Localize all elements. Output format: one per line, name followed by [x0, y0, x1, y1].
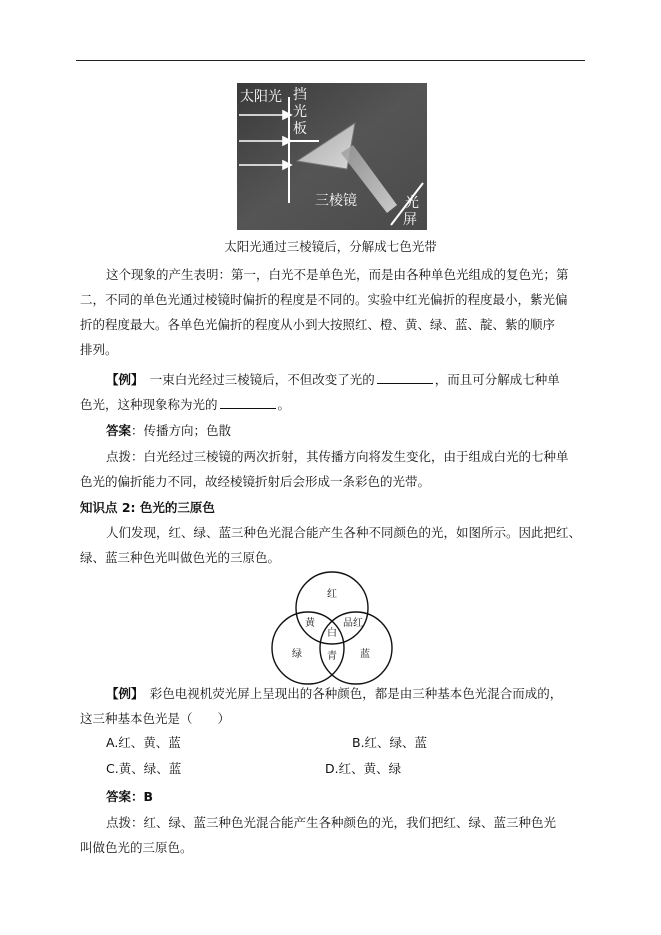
- example2-answer: 答案：B: [106, 789, 154, 804]
- header-rule: [76, 60, 585, 61]
- venn-label-cyan: 青: [327, 651, 337, 662]
- example1-answer: 答案：传播方向；色散: [106, 423, 232, 438]
- answer-blank-1: [377, 371, 433, 384]
- example-tag: 【例】: [106, 372, 138, 387]
- example2-hint-line1: 点拨：红、绿、蓝三种色光混合能产生各种颜色的光，我们把红、绿、蓝三种色光: [106, 815, 557, 830]
- section2-line2: 绿、蓝三种色光叫做色光的三原色。: [80, 550, 281, 565]
- example1-question-line2: 色光，这种现象称为光的 。: [80, 397, 291, 412]
- section2-title: 知识点 2: 色光的三原色: [80, 500, 215, 515]
- example2-question-line1: 【例】 彩色电视机荧光屏上呈现出的各种颜色，都是由三种基本色光混合而成的，: [106, 686, 563, 701]
- para1-line3: 折的程度最大。各单色光偏折的程度从小到大按照红、橙、黄、绿、蓝、靛、紫的顺序: [80, 317, 556, 332]
- screen-label-1: 光: [405, 195, 419, 211]
- screen-label-2: 屏: [403, 212, 417, 228]
- example2-question-line2: 这三种基本色光是（ ）: [80, 711, 231, 726]
- option-b: B.红、绿、蓝: [352, 735, 428, 750]
- color-venn-diagram: [270, 570, 394, 686]
- venn-label-yellow: 黄: [305, 618, 315, 629]
- venn-label-red: 红: [327, 589, 337, 600]
- venn-label-white: 白: [327, 628, 337, 639]
- option-a: A.红、黄、蓝: [106, 735, 181, 750]
- prism-figure: [237, 83, 427, 230]
- option-d: D.红、黄、绿: [325, 761, 402, 776]
- para1-line1: 这个现象的产生表明：第一，白光不是单色光，而是由各种单色光组成的复色光；第: [106, 267, 569, 282]
- answer-blank-2: [220, 396, 276, 409]
- shield-label-3: 板: [293, 121, 307, 137]
- shield-label-2: 光: [293, 104, 307, 120]
- example1-hint-line2: 色光的偏折能力不同，故经棱镜折射后会形成一条彩色的光带。: [80, 474, 431, 489]
- example-tag: 【例】: [106, 686, 138, 701]
- section2-line1: 人们发现，红、绿、蓝三种色光混合能产生各种不同颜色的光，如图所示。因此把红、: [106, 525, 582, 540]
- option-c: C.黄、绿、蓝: [106, 761, 182, 776]
- shield-label-1: 挡: [293, 87, 307, 103]
- para1-line4: 排列。: [80, 342, 118, 357]
- venn-label-magenta: 品红: [343, 618, 363, 629]
- sunlight-label: 太阳光: [240, 89, 282, 105]
- figure-caption: 太阳光通过三棱镜后，分解成七色光带: [224, 239, 437, 254]
- venn-label-green: 绿: [292, 649, 302, 660]
- example1-hint-line1: 点拨：白光经过三棱镜的两次折射，其传播方向将发生变化，由于组成白光的七种单: [106, 449, 569, 464]
- example2-hint-line2: 叫做色光的三原色。: [80, 840, 193, 855]
- example1-question-line1: 【例】 一束白光经过三棱镜后，不但改变了光的 ，而且可分解成七种单: [106, 372, 560, 387]
- venn-label-blue: 蓝: [360, 649, 370, 660]
- para1-line2: 二，不同的单色光通过棱镜时偏折的程度是不同的。实验中红光偏折的程度最小，紫光偏: [80, 292, 568, 307]
- prism-label: 三棱镜: [315, 193, 357, 209]
